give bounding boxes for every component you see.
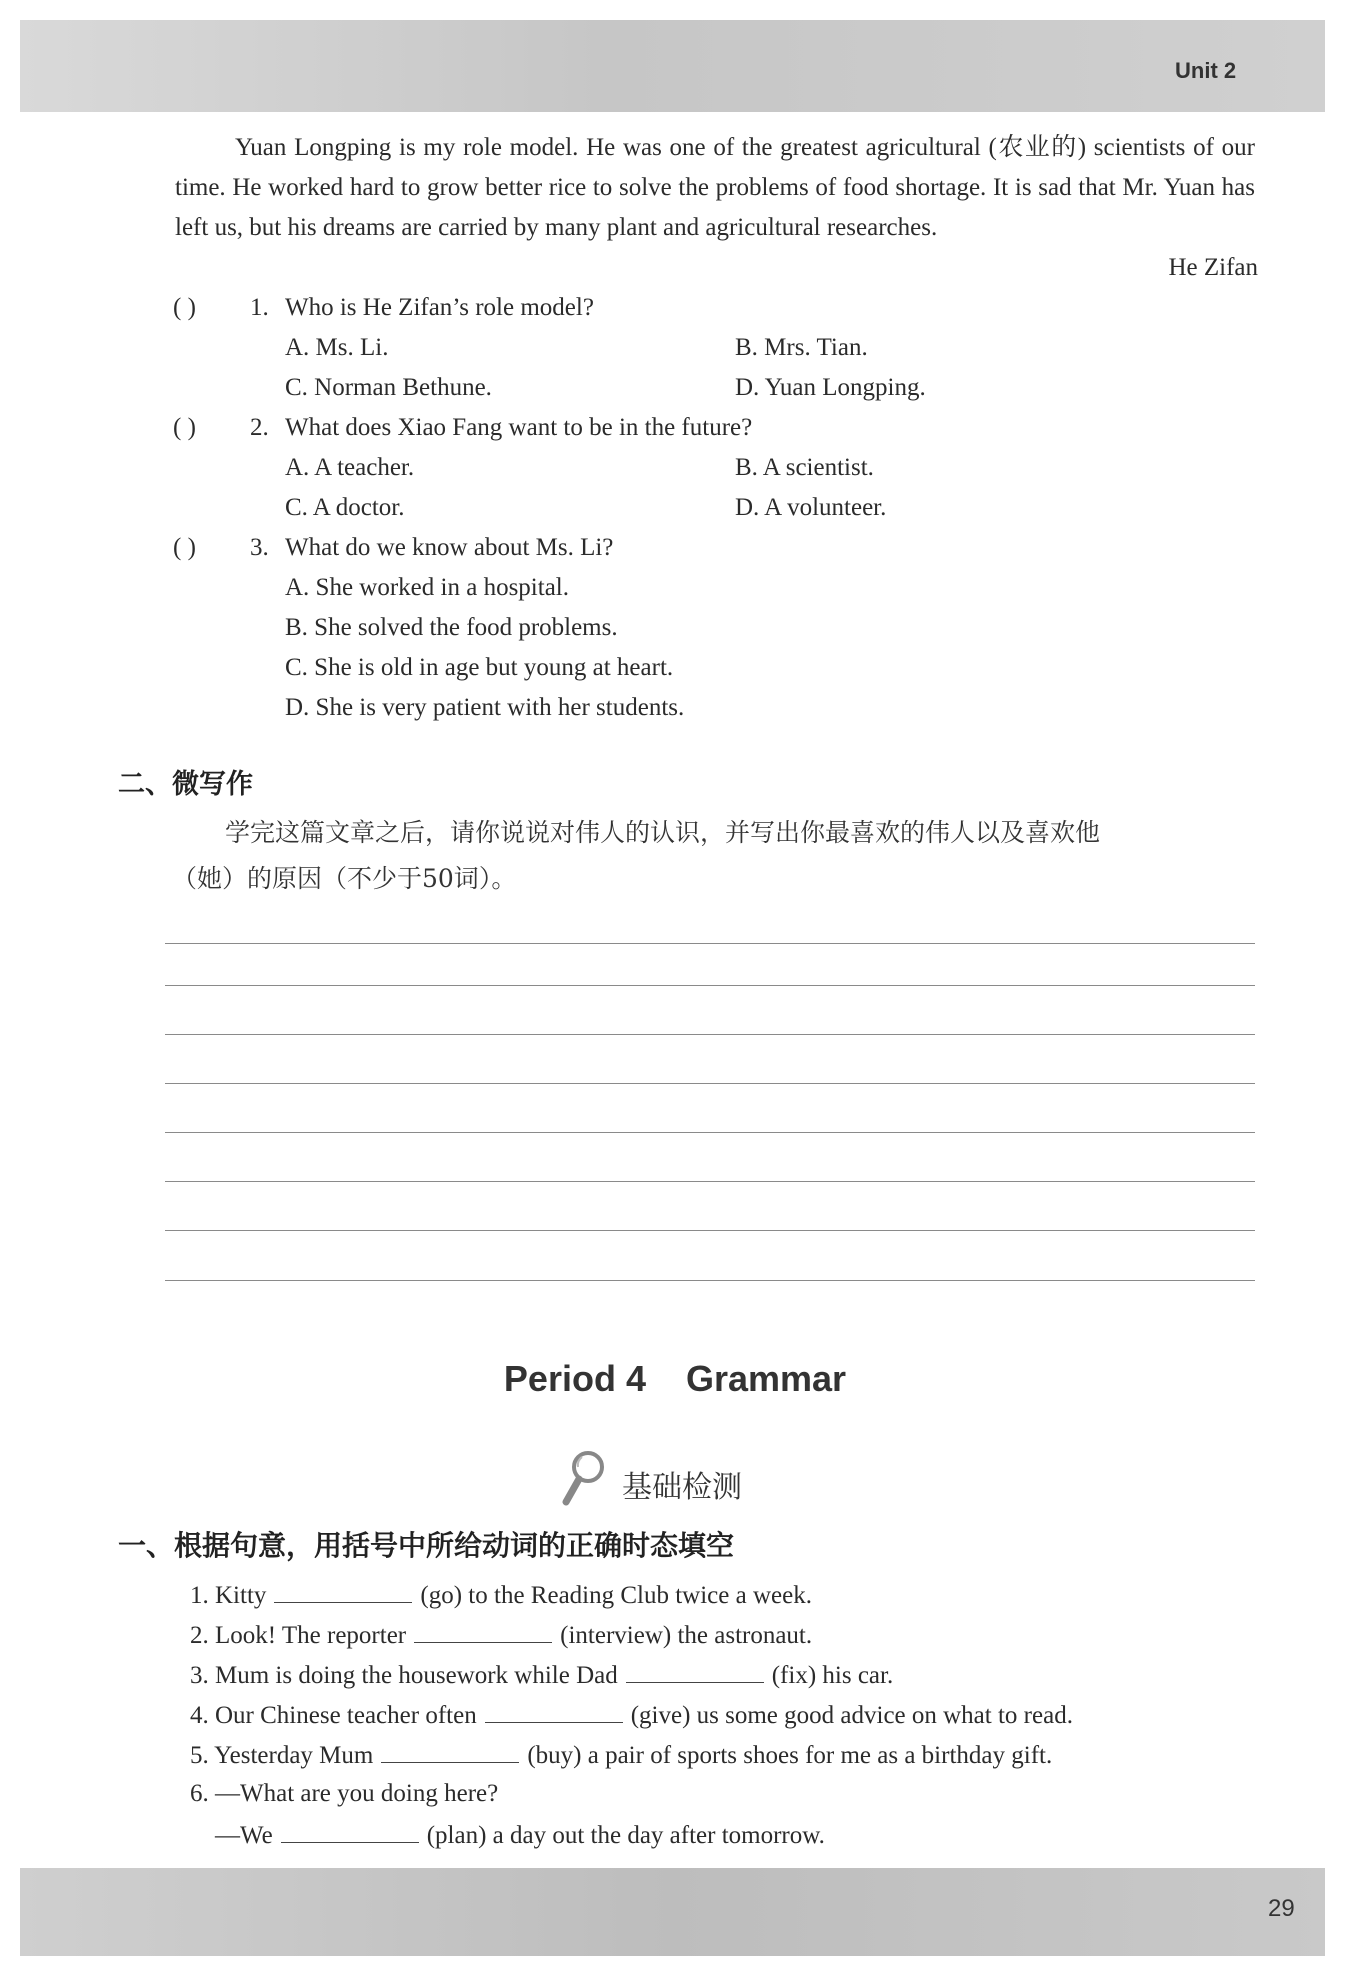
option: B. She solved the food problems. [285,614,618,641]
question-stem: What do we know about Ms. Li? [285,534,614,561]
reading-passage: Yuan Longping is my role model. He was one of the greatest agricultural (农业的) scientists of our time. He worked hard to grow better rice to solve the problems of food shortage. It is sad that Mr. Yuan has left us, but his dreams are carried by many plant and agricultural researches. [175,134,1255,241]
item-text: (give) us some good advice on what to read. [630,1702,1073,1729]
item-text: 5. Yesterday Mum [190,1742,374,1769]
grammar-item [190,1654,893,1696]
item-text: (buy) a pair of sports shoes for me as a birthday gift. [527,1742,1053,1769]
writing-line[interactable] [165,943,1255,944]
question-stem: What does Xiao Fang want to be in the future? [285,414,753,441]
page-number: 29 [1268,1895,1295,1922]
writing-line[interactable] [165,985,1255,986]
writing-line[interactable] [165,1034,1255,1035]
grammar-item [190,1694,1073,1736]
answer-paren[interactable]: ( ) [173,294,196,321]
header-band [20,20,1325,112]
writing-line[interactable] [165,1230,1255,1231]
fill-blank[interactable] [381,1734,519,1763]
option: B. A scientist. [735,454,874,481]
fill-blank[interactable] [414,1614,552,1643]
item-text: —We [215,1822,273,1849]
fill-blank[interactable] [281,1814,419,1843]
item-text: 2. Look! The reporter [190,1622,407,1649]
option: C. She is old in age but young at heart. [285,654,674,681]
option: A. She worked in a hospital. [285,574,569,601]
item-text: 3. Mum is doing the housework while Dad [190,1662,618,1689]
item-text: (fix) his car. [771,1662,894,1689]
option: C. Norman Bethune. [285,374,492,401]
item-text: 1. Kitty [190,1582,267,1609]
grammar-heading: 一、根据句意，用括号中所给动词的正确时态填空 [118,1529,735,1562]
period-title [0,1358,1350,1400]
item-text: (go) to the Reading Club twice a week. [420,1582,812,1609]
option: B. Mrs. Tian. [735,334,868,361]
question-number: 2. [250,414,269,441]
magnifier-icon [560,1448,610,1506]
writing-line[interactable] [165,1132,1255,1133]
question-number: 1. [250,294,269,321]
writing-line[interactable] [165,1181,1255,1182]
grammar-item [190,1734,1052,1776]
question-stem: Who is He Zifan’s role model? [285,294,594,321]
option: D. A volunteer. [735,494,887,521]
writing-line[interactable] [165,1280,1255,1281]
answer-paren[interactable]: ( ) [173,534,196,561]
writing-line[interactable] [165,1083,1255,1084]
question-number: 3. [250,534,269,561]
item-text: 4. Our Chinese teacher often [190,1702,477,1729]
answer-paren[interactable]: ( ) [173,414,196,441]
writing-prompt-line2: （她）的原因（不少于50词）。 [172,864,517,893]
fill-blank[interactable] [274,1574,412,1603]
option: C. A doctor. [285,494,405,521]
option: A. A teacher. [285,454,415,481]
item-text: (interview) the astronaut. [560,1622,813,1649]
footer-band [20,1868,1325,1956]
option: D. She is very patient with her students. [285,694,685,721]
writing-prompt-line1: 学完这篇文章之后，请你说说对伟人的认识，并写出你最喜欢的伟人以及喜欢他 [225,818,1101,847]
option: D. Yuan Longping. [735,374,926,401]
writing-heading: 二、微写作 [118,769,253,800]
period-label: Period 4 [503,1358,646,1399]
basic-check-label: 基础检测 [622,1470,742,1505]
grammar-item [190,1614,812,1656]
grammar-item [215,1814,825,1856]
unit-label: Unit 2 [1175,58,1237,83]
item-text: (plan) a day out the day after tomorrow. [426,1822,825,1849]
passage-author: He Zifan [1168,254,1258,281]
option: A. Ms. Li. [285,334,389,361]
period-topic: Grammar [685,1358,847,1399]
grammar-item [190,1574,812,1616]
fill-blank[interactable] [626,1654,764,1683]
grammar-item-question: 6. —What are you doing here? [190,1780,499,1807]
fill-blank[interactable] [485,1694,623,1723]
